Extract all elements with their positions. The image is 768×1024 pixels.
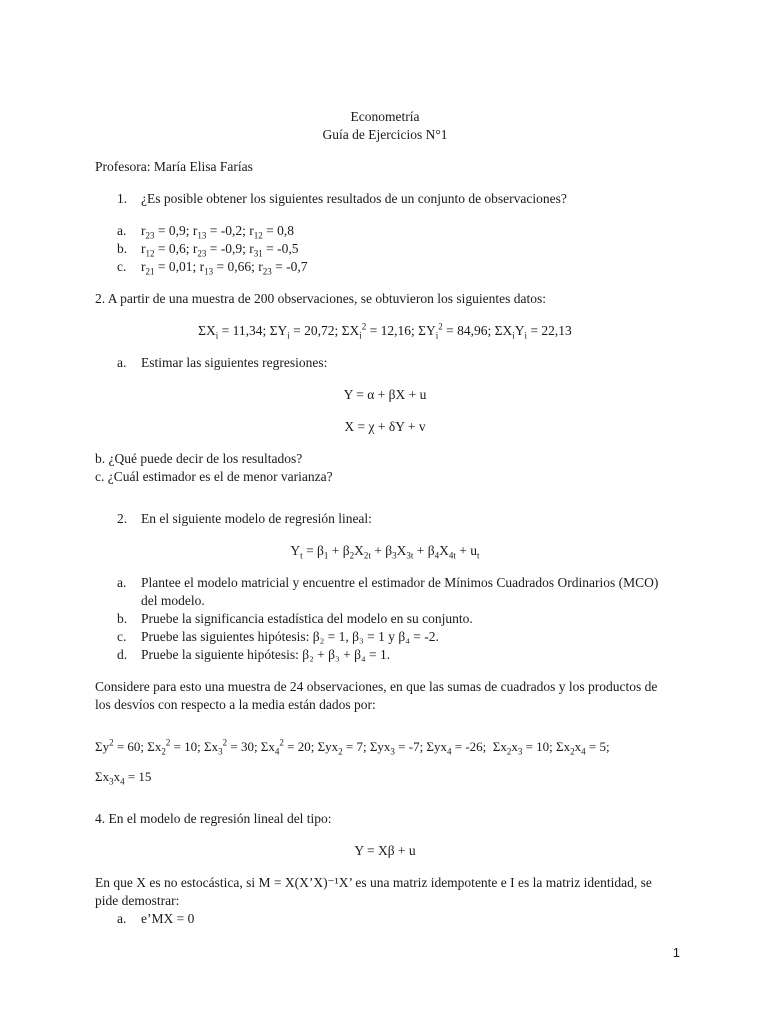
professor-line: Profesora: María Elisa Farías: [95, 159, 253, 174]
item-label: a.: [117, 355, 127, 370]
q2-part-b: b. ¿Qué puede decir de los resultados?: [95, 451, 303, 466]
question-3: [95, 510, 675, 528]
item-text: Pruebe las siguientes hipótesis: β₂ = 1, β₃ = 1 y β₄ = -2.: [141, 629, 439, 644]
sums-of-squares-line-1: $\Sigma y^2 = 60$; $\Sigma x_2^2 = 10$; $\Sigma x_3^2 = 30$; $\Sigma x_4^2 = 20$; Σyx$_2$ = 7; Σyx$_3$ = -7; Σyx$_4$ = -26; $\Sigma x_2x_3 = 10$; $\Sigma x_2x_4 = 5$;: [95, 737, 610, 757]
q3-item-d: [95, 646, 675, 664]
question-4-text: 4. En el modelo de regresión lineal del tipo:: [95, 811, 332, 826]
q1-item-b: [95, 240, 675, 258]
document-title: Econometría: [350, 109, 420, 124]
question-2-text: 2. A partir de una muestra de 200 observaciones, se obtuvieron los siguientes datos:: [95, 291, 547, 306]
item-text: Estimar las siguientes regresiones:: [141, 355, 328, 370]
q1-correlations-b: $r_{12} = 0,6$; $r_{23} = -0,9$; $r_{31} = -0,5$: [141, 241, 299, 259]
document-page: [95, 108, 675, 928]
q1-item-c: [95, 258, 675, 276]
item-label: a.: [117, 223, 127, 238]
linear-model-equation: $Y_t = \beta_1 + \beta_2X_{2t} + \beta_3X_{3t} + \beta_4X_{4t} + u_t$: [290, 543, 480, 561]
question-number: 1.: [117, 191, 128, 206]
q4-item-a: [95, 910, 675, 928]
document-subtitle: Guía de Ejercicios N°1: [322, 127, 448, 142]
item-text: Pruebe la siguiente hipótesis: β₂ + β₃ + β₄ = 1.: [141, 647, 391, 662]
item-text: Pruebe la significancia estadística del modelo en su conjunto.: [141, 611, 473, 626]
q1-correlations-a: $r_{23} = 0,9$; $r_{13} = -0,2$; $r_{12} = 0,8$: [141, 223, 294, 241]
q3-item-c: [95, 628, 675, 646]
sums-of-squares-line-2: $\Sigma x_3x_4 = 15$: [95, 769, 152, 787]
item-text: e’MX = 0: [141, 911, 195, 926]
item-label: b.: [117, 241, 128, 256]
question-text: ¿Es posible obtener los siguientes resultados de un conjunto de observaciones?: [141, 191, 567, 206]
question-1: [95, 190, 675, 208]
regression-y-on-x: Y = α + βX + u: [343, 387, 427, 402]
item-text: Plantee el modelo matricial y encuentre el estimador de Mínimos Cuadrados Ordinarios (MCO) del modelo.: [141, 575, 659, 608]
q3-consider-text: Considere para esto una muestra de 24 observaciones, en que las sumas de cuadrados y los productos de los desvíos con respecto a la media están dados por:: [95, 679, 658, 712]
item-label: a.: [117, 911, 127, 926]
q3-item-b: [95, 610, 675, 628]
item-label: a.: [117, 575, 127, 590]
question-number: 2.: [117, 511, 128, 526]
q2-part-c: c. ¿Cuál estimador es el de menor varianza?: [95, 469, 333, 484]
q2-item-a: [95, 354, 675, 372]
q1-correlations-c: $r_{21} = 0,01$; $r_{13} = 0,66$; $r_{23} = -0,7$: [141, 259, 308, 277]
matrix-model-equation: Y = Xβ + u: [354, 843, 416, 858]
question-text: En el siguiente modelo de regresión lineal:: [141, 511, 372, 526]
regression-x-on-y: X = χ + δY + v: [344, 419, 426, 434]
item-label: c.: [117, 259, 127, 274]
q1-item-a: [95, 222, 675, 240]
item-label: d.: [117, 647, 128, 662]
item-label: c.: [117, 629, 127, 644]
page-number: 1: [672, 945, 680, 960]
item-label: b.: [117, 611, 128, 626]
q4-body-text: En que X es no estocástica, si M = X(X’X)⁻¹X’ es una matriz idempotente e I es la matriz identidad, se pide demostrar:: [95, 875, 652, 908]
q3-item-a: [95, 574, 675, 610]
q2-sums-equation: $\Sigma X_i = 11,34$; $\Sigma Y_i = 20,72$; $\Sigma X_i^2 = 12,16$; $\Sigma Y_i^2 = 84,96$; $\Sigma X_iY_i = 22,13$: [198, 321, 572, 341]
